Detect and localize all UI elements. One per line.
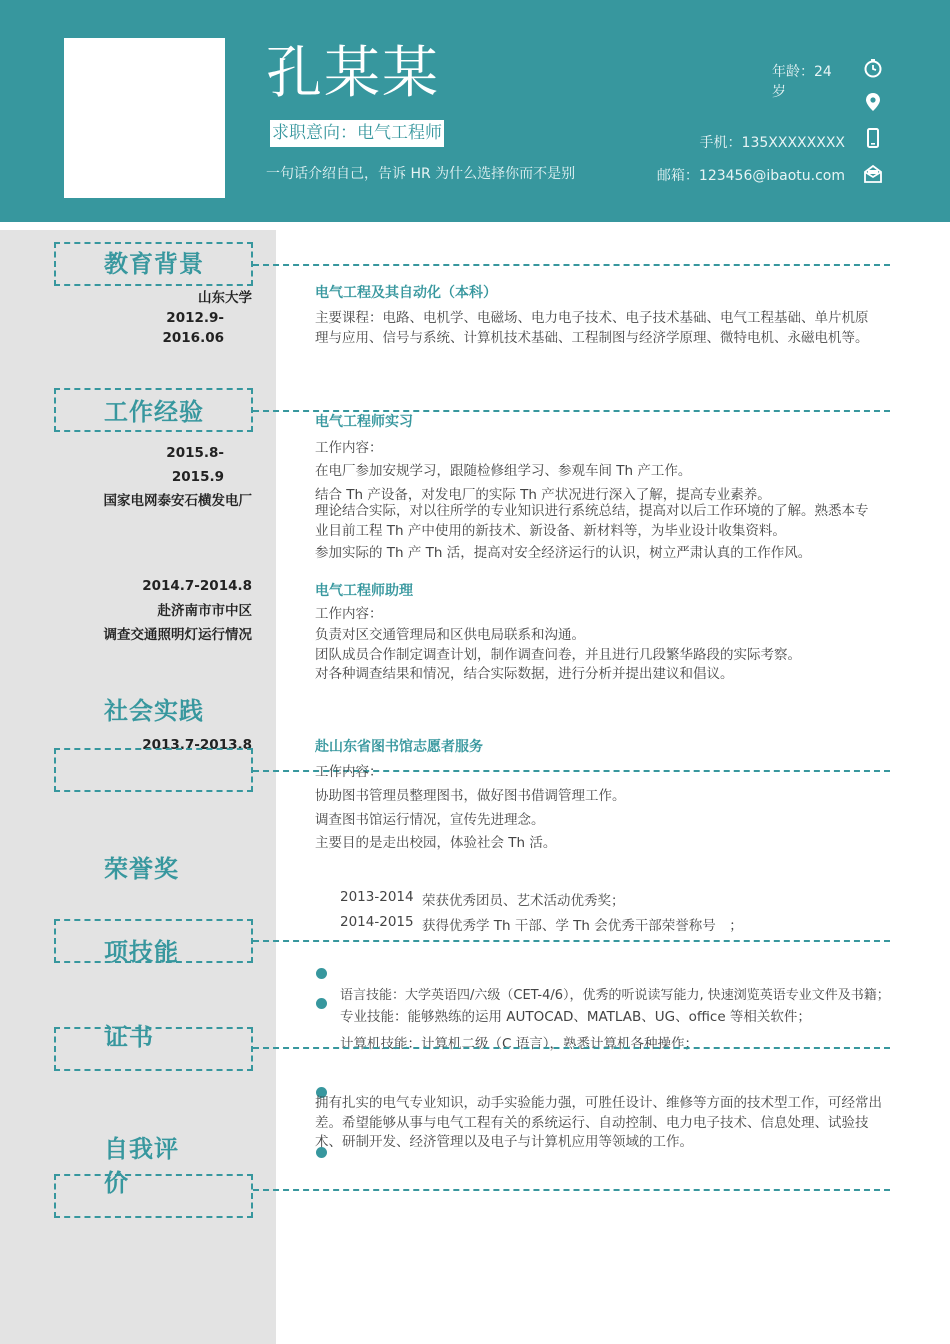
job2-date: 2014.7-2014.8 <box>142 578 252 594</box>
profile-photo <box>64 38 225 198</box>
social-title: 赴山东省图书馆志愿者服务 <box>315 739 483 755</box>
honor-year-1: 2013-2014 <box>340 889 414 905</box>
job1-date-start: 2015.8- <box>166 445 224 461</box>
self-eval-divider <box>253 1189 890 1191</box>
social-section-title: 社会实践 <box>104 697 204 725</box>
location-icon <box>863 92 883 112</box>
honor-year-2: 2014-2015 <box>340 914 414 930</box>
education-section-title: 教育背景 <box>104 250 204 278</box>
education-courses: 主要课程：电路、电机学、电磁场、电力电子技术、电子技术基础、电气工程基础、单片机原理与应用、信号与系统、计算机技术基础、工程制图与经济学原理、微特电机、永磁电机等。 <box>315 310 869 346</box>
age-info <box>740 62 840 102</box>
age-unit: 岁 <box>772 84 786 100</box>
social-title-frame <box>54 748 253 792</box>
job2-project: 调查交通照明灯运行情况 <box>103 627 252 643</box>
candidate-name: 孔某某 <box>266 41 440 106</box>
social-duty-2: 调查图书馆运行情况，宣传先进理念。 <box>315 812 545 828</box>
self-eval-title-line2: 价 <box>104 1169 129 1197</box>
skill-bullet <box>316 998 327 1009</box>
job-intent: 求职意向：电气工程师 <box>270 120 444 147</box>
skill-professional: 专业技能：能够熟练的运用 AUTOCAD、MATLAB、UG、office 等相关软件； <box>340 1009 811 1025</box>
skill-computer: 计算机技能：计算机二级（C 语言），熟悉计算机各种操作； <box>340 1036 698 1052</box>
job2-duty-1: 负责对区交通管理局和区供电局联系和沟通。 <box>315 627 585 643</box>
education-major: 电气工程及其自动化（本科） <box>315 285 497 301</box>
job2-title: 电气工程师助理 <box>315 583 413 599</box>
job1-date-end: 2015.9 <box>171 469 224 485</box>
social-content-label: 工作内容： <box>315 764 383 780</box>
work-section-title: 工作经验 <box>104 398 204 426</box>
job2-duty-3: 对各种调查结果和情况，结合实际数据，进行分析并提出建议和倡议。 <box>315 666 734 682</box>
job2-place: 赴济南市市中区 <box>157 603 252 619</box>
social-duty-1: 协助图书管理员整理图书，做好图书借调管理工作。 <box>315 788 626 804</box>
cert-section-title: 证书 <box>104 1023 154 1051</box>
self-eval-title-line1: 自我评 <box>104 1135 179 1163</box>
self-eval-text: 拥有扎实的电气专业知识，动手实验能力强，可胜任设计、维修等方面的技术型工作，可经常出差。希望能够从事与电气工程有关的系统运行、自动控制、电力电子技术、信息处理、试验技术、研制开发、经济管理以及电子与计算机应用等领域的工作。 <box>315 1095 882 1150</box>
job1-title: 电气工程师实习 <box>315 414 413 430</box>
honor-section-title: 荣誉奖 <box>104 855 179 883</box>
social-duty-3: 主要目的是走出校园，体验社会 Th 活。 <box>315 835 557 851</box>
job1-company: 国家电网泰安石横发电厂 <box>103 493 252 509</box>
job1-duty-2: 结合 Th 产设备，对发电厂的实际 Th 产状况进行深入了解，提高专业素养。 <box>315 487 771 503</box>
job1-duty-1: 在电厂参加安规学习，跟随检修组学习、参观车间 Th 产工作。 <box>315 463 692 479</box>
honor-text-1: 荣获优秀团员、艺术活动优秀奖； <box>422 893 625 909</box>
education-school: 山东大学 <box>198 290 252 306</box>
education-date-end: 2016.06 <box>162 330 224 346</box>
job2-content-label: 工作内容： <box>315 606 383 622</box>
social-date: 2013.7-2013.8 <box>142 737 252 753</box>
age-line: 年龄：24 <box>772 64 832 80</box>
phone-info: 手机：135XXXXXXXX <box>699 135 845 151</box>
clock-icon <box>863 58 883 78</box>
phone-icon <box>863 128 883 148</box>
cert-divider <box>253 1047 890 1049</box>
email-info: 邮箱：123456@ibaotu.com <box>656 168 845 184</box>
job1-duty-3: 理论结合实际，对以往所学的专业知识进行系统总结，提高对以后工作环境的了解。熟悉本专业目前工程 Th 产中使用的新技术、新设备、新材料等，为毕业设计收集资料。 <box>315 503 869 539</box>
education-date-start: 2012.9- <box>166 310 224 326</box>
mail-icon <box>863 164 883 184</box>
skill-bullet <box>316 968 327 979</box>
honor-text-2: 获得优秀学 Th 干部、学 Th 会优秀干部荣誉称号 ； <box>422 918 743 934</box>
job1-duty-4: 参加实际的 Th 产 Th 活，提高对安全经济运行的认识，树立严肃认真的工作作风。 <box>315 545 812 561</box>
skill-language: 语言技能：大学英语四/六级（CET-4/6），优秀的听说读写能力, 快速浏览英语专业文件及书籍； <box>340 988 890 1003</box>
education-divider <box>253 264 890 266</box>
self-eval-title-frame <box>54 1174 253 1218</box>
skills-divider <box>253 940 890 942</box>
job2-duty-2: 团队成员合作制定调查计划，制作调查问卷，并且进行几段繁华路段的实际考察。 <box>315 647 801 663</box>
job1-content-label: 工作内容： <box>315 440 383 456</box>
skills-section-title: 项技能 <box>104 938 179 966</box>
self-intro-slogan: 一句话介绍自己，告诉 HR 为什么选择你而不是别 <box>266 166 576 182</box>
